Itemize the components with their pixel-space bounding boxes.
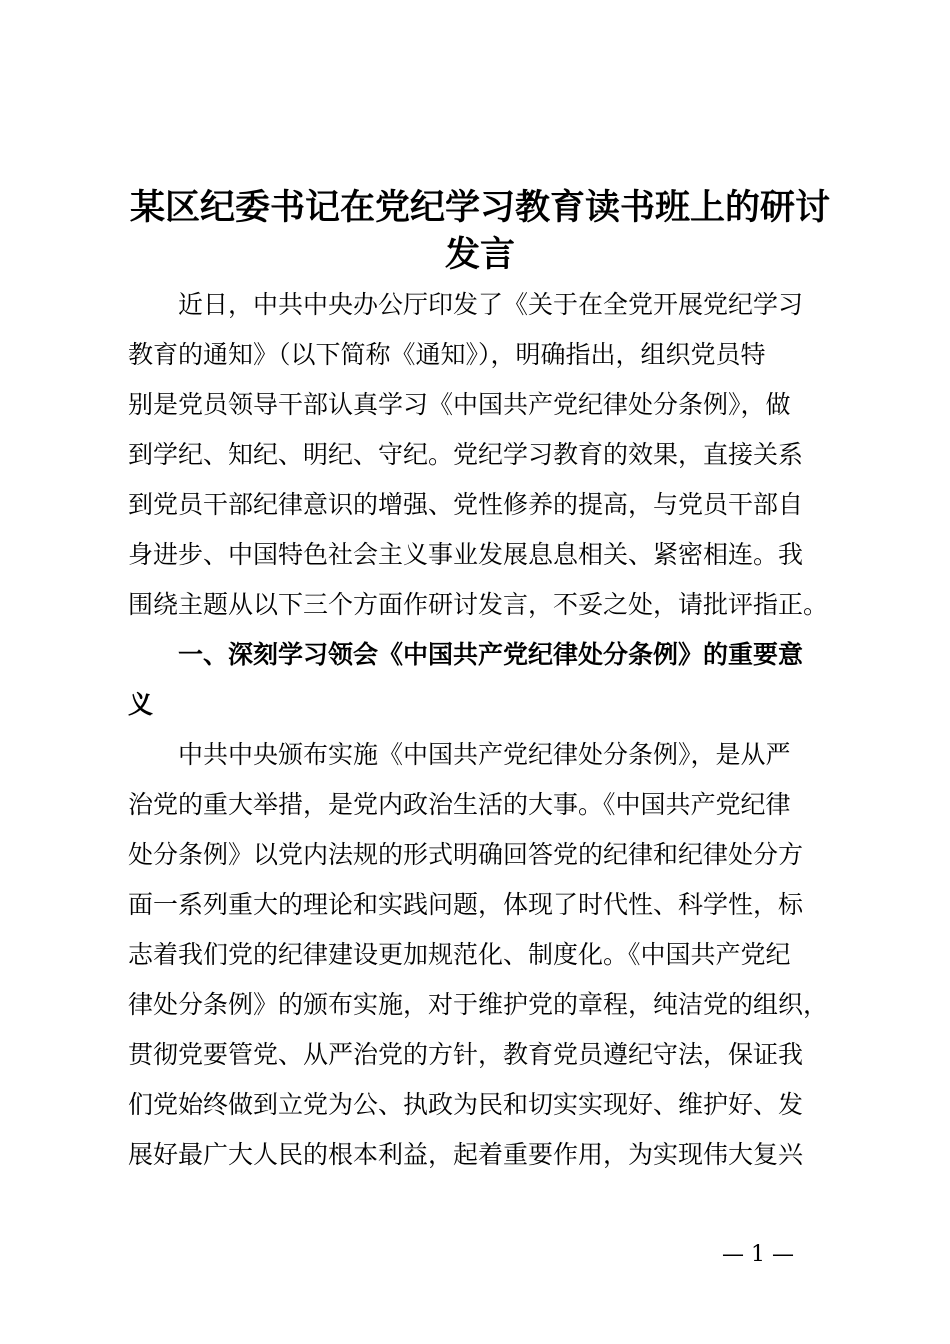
title-line-2: 发言 — [444, 235, 515, 275]
intro-line-7: 围绕主题从以下三个方面作研讨发言，不妥之处，请批评指正。 — [128, 590, 829, 619]
section1-line-1: 中共中央颁布实施《中国共产党纪律处分条例》，是从严 — [178, 740, 791, 769]
intro-line-5: 到党员干部纪律意识的增强、党性修养的提高，与党员干部自 — [128, 490, 804, 519]
intro-line-1: 近日，中共中央办公厅印发了《关于在全党开展党纪学习 — [178, 290, 804, 319]
intro-line-6: 身进步、中国特色社会主义事业发展息息相关、紧密相连。我 — [128, 540, 804, 569]
section1-line-4: 面一系列重大的理论和实践问题，体现了时代性、科学性，标 — [128, 890, 804, 919]
title-line-1: 某区纪委书记在党纪学习教育读书班上的研讨 — [129, 188, 830, 228]
section1-line-8: 们党始终做到立党为公、执政为民和切实实现好、维护好、发 — [128, 1090, 804, 1119]
section1-line-3: 处分条例》以党内法规的形式明确回答党的纪律和纪律处分方 — [128, 840, 804, 869]
section1-line-9: 展好最广大人民的根本利益，起着重要作用，为实现伟大复兴 — [128, 1140, 804, 1169]
intro-line-2: 教育的通知》（以下简称《通知》），明确指出，组织党员特 — [128, 340, 766, 369]
section1-line-2: 治党的重大举措，是党内政治生活的大事。《中国共产党纪律 — [128, 790, 791, 819]
section1-heading-line-2: 义 — [128, 690, 154, 719]
section1-line-7: 贯彻党要管党、从严治党的方针，教育党员遵纪守法，保证我 — [128, 1040, 804, 1069]
page-number: — 1 — — [722, 1242, 794, 1267]
intro-line-3: 别是党员领导干部认真学习《中国共产党纪律处分条例》，做 — [128, 390, 791, 419]
section1-line-5: 志着我们党的纪律建设更加规范化、制度化。《中国共产党纪 — [128, 940, 791, 969]
section1-heading-line-1: 一、深刻学习领会《中国共产党纪律处分条例》的重要意 — [178, 640, 804, 669]
intro-line-4: 到学纪、知纪、明纪、守纪。党纪学习教育的效果，直接关系 — [128, 440, 804, 469]
section1-line-6: 律处分条例》的颁布实施，对于维护党的章程，纯洁党的组织， — [128, 990, 829, 1019]
